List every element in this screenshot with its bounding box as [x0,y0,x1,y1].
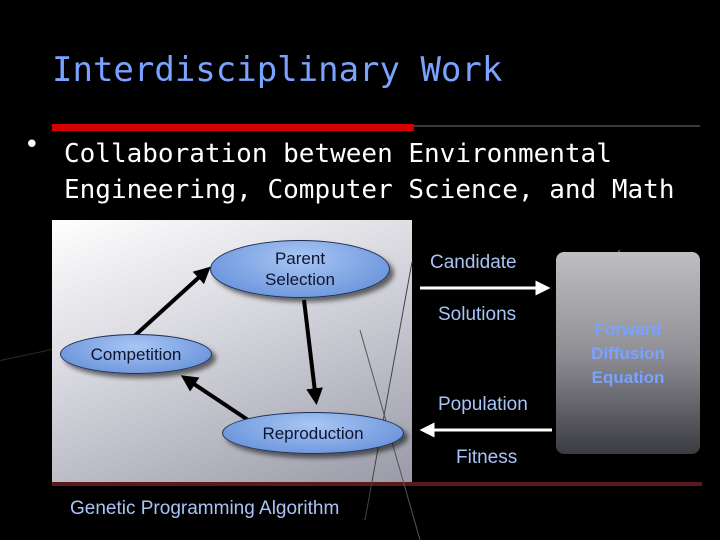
background-line [365,262,412,520]
solutions-label: Solutions [438,304,517,325]
arrow-parent-selection-to-reproduction [304,300,316,400]
parent-selection-node: Parent Selection [210,240,390,298]
bullet-text: Collaboration between Environmental Engineering, Computer Science, and Math [64,139,675,205]
arrow-reproduction-to-competition [185,378,248,420]
panel-caption: Genetic Programming Algorithm [70,498,340,519]
bullet-dot: • [24,130,40,160]
forward-diffusion-label: Forward Diffusion Equation [591,320,665,387]
fitness-label: Fitness [456,447,518,468]
population-label: Population [438,394,528,415]
candidate-label: Candidate [430,252,517,273]
slide-title: Interdisciplinary Work [52,50,503,90]
competition-node: Competition [60,334,212,374]
arrow-competition-to-parent-selection [130,270,207,340]
reproduction-node: Reproduction [222,412,404,454]
